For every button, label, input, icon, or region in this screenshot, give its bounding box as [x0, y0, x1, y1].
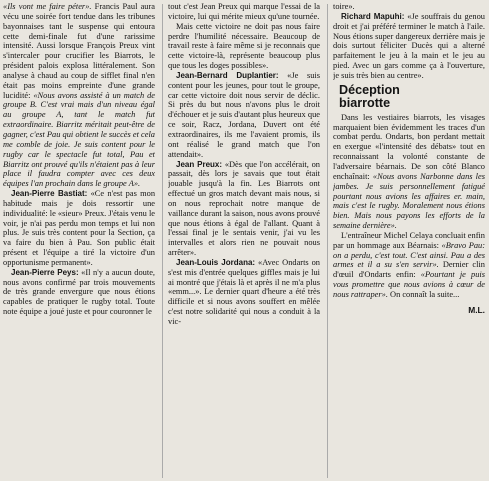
speaker-name: Jean-Bernard Duplantier:	[176, 70, 279, 80]
quote: «Ils vont me faire péter».	[3, 2, 92, 11]
paragraph	[333, 113, 485, 231]
text: «Avec Ondarts on s'est mis d'entrée quelques giffles mais je lui ai montré que j'étais là et après il ne m'a plus «emm...». Le dernier quart d'heure a été très difficile et si nous avons souffert en mêlée c'est notre solidarité qui nous a conduit à la vic-	[168, 257, 320, 326]
text: Dans les vestiaires biarrots, les visages marquaient bien évidemment les traces d'un combat perdu. Ondarts, bon perdant mettait en exergue «l'intensité des débats» tout en reconnaissant la volonté constante de l'adversaire béarnais. De son côté Blanco enchaînait:	[333, 112, 485, 181]
text: «Dès que l'on accélérait, on passait, dès lors je savais que tout était jouable jusqu'à la fin. Les Biarrots ont effectué un gros match devant mais nous, si on nous reprochait notre manque de vaillance durant la saison, nous avons prouvé que nous étions à égal de l'allant. Quant à l'essai final je le sentais venir, j'ai vu les intervalles et alors rien ne pouvait nous arrêter».	[168, 159, 320, 258]
paragraph	[333, 231, 485, 300]
quote: «Nous avons assisté à un match de groupe B. C'est vrai mais d'un niveau égal au groupe A, tant le match fut extraordinaire. Biarritz méritait peut-être de gagner, c'est Pau qui obtient le succès et cela me comble de joie. Je suis content pour le rugby car le spectacle fut total, Pau et Biarritz ont prouvé qu'ils n'étaient pas à leur place il faudra compter avec ces deux équipes l'an prochain dans le groupe A».	[3, 90, 155, 189]
speaker-name: Jean Preux:	[176, 159, 223, 169]
article-column-3	[333, 2, 485, 480]
paragraph: Mais cette victoire ne doit pas nous faire perdre l'humilité nécessaire. Beaucoup de travail reste à faire même si je reconnais que cette victoire-là, représente beaucoup plus que tous les doges possibles».	[168, 21, 320, 71]
column-rule	[327, 4, 328, 478]
heading-line: biarrotte	[339, 95, 391, 110]
speaker-name: Jean-Pierre Bastiat:	[11, 189, 88, 199]
paragraph	[168, 160, 320, 258]
text: «Je suis content pour les jeunes, pour tout le groupe, car cette victoire doit nous servir de déclic. Si près du but nous n'avons plus le droit d'échouer et je suis d'autant plus heureux que ce soir, Racz, Jordana, Duvert ont été extraordinaires, ils me l'avaient promis, ils ont réalisé le grand match que l'on attendait».	[168, 70, 320, 159]
text: «Il n'y a aucun doute, nous avons confirmé par trois mouvements de très grande envergure que nous étions capables de pratiquer le rugby total. Toute note équipe a joué juste et pour couronner le	[3, 267, 155, 317]
paragraph: tout c'est Jean Preux qui marque l'essai de la victoire, lui qui mérite mieux qu'une tournée.	[168, 2, 320, 21]
section-heading	[339, 84, 485, 110]
paragraph	[168, 258, 320, 327]
column-rule	[162, 4, 163, 478]
paragraph	[3, 2, 155, 189]
text: «Je souffrais du genou droit et j'ai préféré terminer le match à l'aile. Nous étions super dangereux derrière mais je dois surtout féliciter Ducès qui a alterné parfaitement le jeu à la main et le jeu au pied. Avec un gars comme ça à l'ouverture, je suis très bien au centre».	[333, 11, 485, 80]
quote: «Bravo Pau: on a perdu, c'est tout. C'est ainsi. Pau a des armes et il a su s'en servir».	[333, 240, 485, 270]
quote: «Pourtant je puis vous promettre que nous avions à cœur de nous rattraper».	[333, 270, 485, 299]
quote: «Nous avons Narbonne dans les jambes. Je suis personnellement fatigué pourtant nous avions les affaires er. main, mais c'est le rugby. Moralement nous étions bien. Mais nous payons les efforts de la semaine dernière».	[333, 171, 485, 231]
text: Francis Paul aura vécu une soirée fort tendue dans les tribunes bayonnaises tant le suspense qui entoura cette demi-finale fut d'une rarissime intensité. Aussi lorsque François Preux vint s'intercaler pour crucifier les Biarrots, le président palois explosa littéralement. Son analyse à chaud au coup de sifflet final n'en était pas moins empreinte d'une grande lucidité:	[3, 2, 155, 100]
speaker-name: Jean-Louis Jordana:	[176, 257, 256, 267]
paragraph	[3, 189, 155, 268]
text: On connaît la suite...	[387, 289, 460, 299]
paragraph	[3, 268, 155, 317]
heading-line: Déception	[339, 82, 400, 97]
paragraph: toire».	[333, 2, 355, 11]
speaker-name: Richard Mapuhi:	[341, 11, 405, 21]
paragraph	[168, 71, 320, 160]
text: L'entraîneur Michel Celaya concluait enfin par un hommage aux Béarnais:	[333, 230, 485, 250]
author-signature: M.L.	[468, 304, 485, 315]
article-column-2	[168, 2, 320, 480]
speaker-name: Jean-Pierre Peys:	[11, 267, 79, 277]
text: Dernier clin d'œuil d'Ondarts enfin:	[333, 260, 485, 280]
article-column-1	[3, 2, 155, 480]
text: «Ce n'est pas mon habitude mais je dois ressortir une individualité: le «sieur» Preux. J'étais venu le voir, je n'ai pas perdu mon temps et lui non plus. Je suis très content pour la Section, ça va faire du bien à Pau. Son public était présent et l'équipe a tiré la victoire d'un opportunisme permanent».	[3, 189, 155, 267]
paragraph	[333, 12, 485, 81]
